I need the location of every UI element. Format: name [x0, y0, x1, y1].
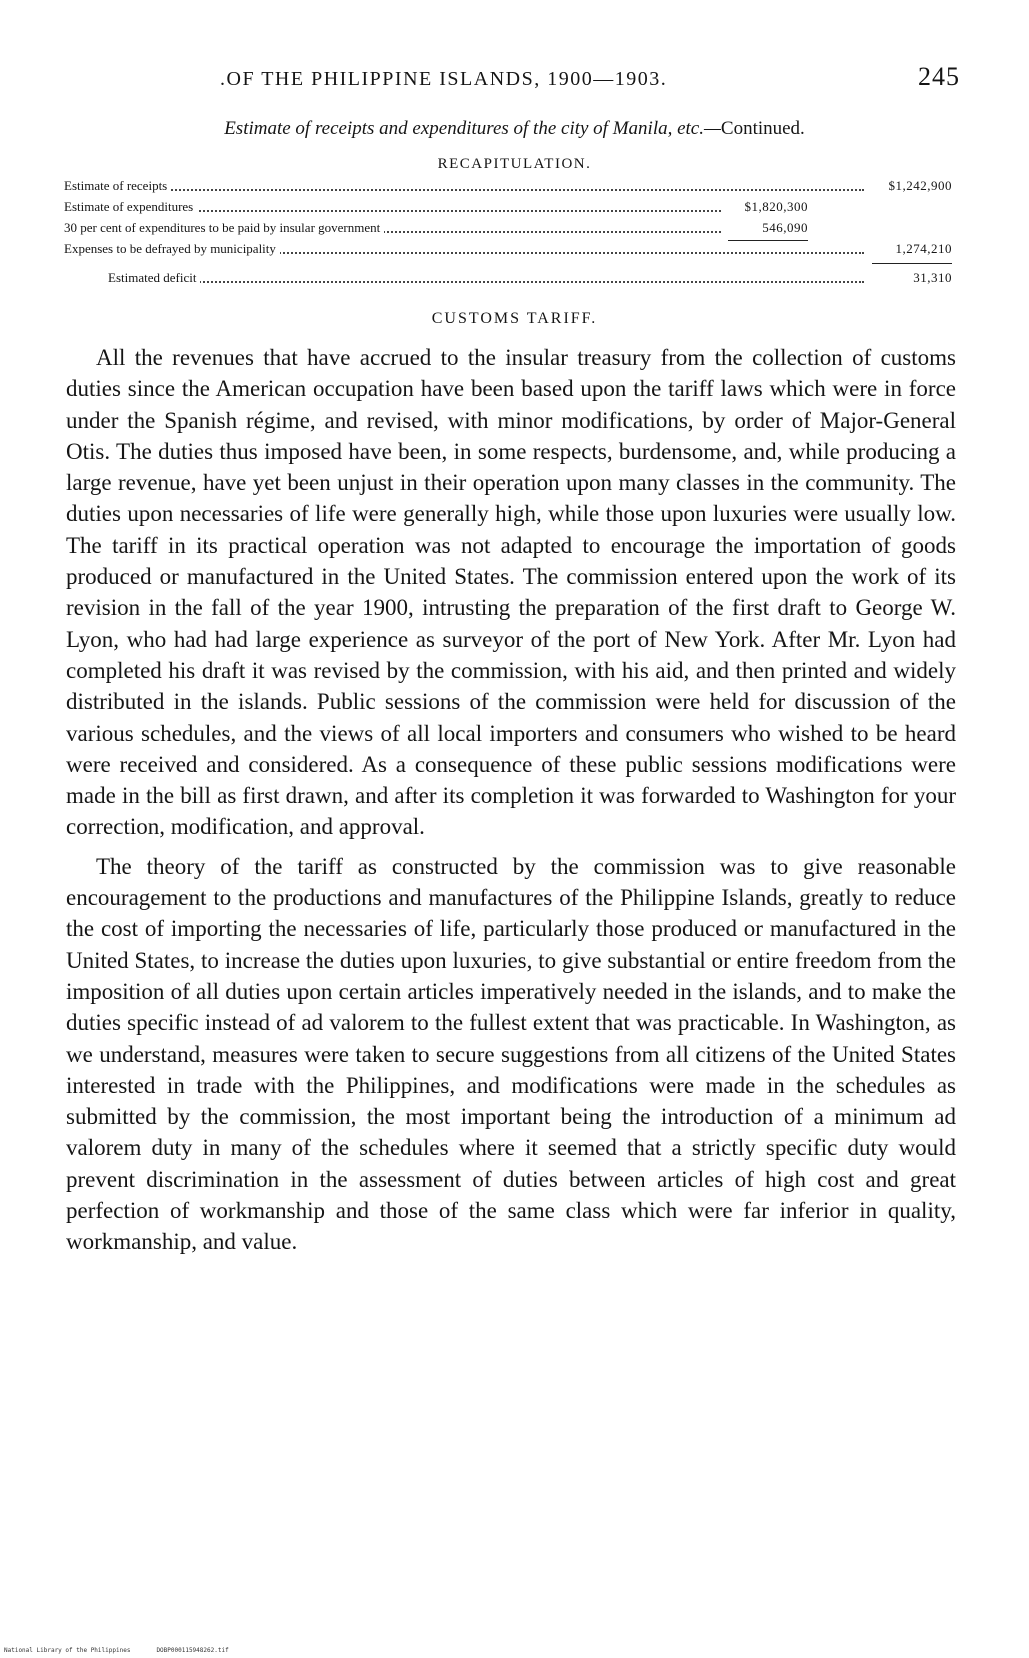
caption-text: Estimate of receipts and expenditures of the city of Manila, etc.— [224, 118, 721, 139]
recap-total-value: 31,310 [866, 270, 952, 286]
section-heading: CUSTOMS TARIFF. [431, 310, 598, 327]
scan-footer [4, 1647, 229, 1654]
paragraph: The theory of the tariff as constructed by the commission was to give reasonable encouragement to the productions and manufactures of the Philippine Islands, greatly to reduce the cost of importing the necessaries of life, particularly those produced or manufactured in the United States, to increase the duties upon luxuries, to give substantial or entire freedom from the imposition of all duties upon certain articles imperatively needed in the islands, and to make the duties specific instead of ad valorem to the fullest extent that was practicable. In Washington, as we understand, measures were taken to secure suggestions from all citizens of the United States interested in trade with the Philippines, and modifications were made in the schedules as submitted by the commission, the most important being the introduction of a minimum ad valorem duty in many of the schedules where it seemed that a strictly specific duty would prevent discrimination in the assessment of duties between articles of high cost and great perfection of workmanship and those of the same class which were far inferior in quality, workmanship, and value. [66, 853, 956, 1255]
page-number: 245 [918, 62, 960, 91]
recap-outer-value: 1,274,210 [866, 241, 952, 257]
recap-row-insular-share [64, 220, 952, 241]
table-caption [0, 118, 1029, 140]
running-head-title: .OF THE PHILIPPINE ISLANDS, 1900—1903. [220, 68, 668, 90]
recapitulation-heading: RECAPITULATION. [437, 156, 592, 172]
dot-leader [64, 189, 864, 191]
recap-total-label: Estimated deficit [108, 270, 200, 286]
recap-label: Estimate of expenditures [64, 199, 197, 215]
recap-row-deficit [64, 270, 952, 291]
recapitulation-table [64, 178, 952, 291]
body-text [66, 342, 956, 1258]
dot-leader [108, 281, 864, 283]
running-head [200, 62, 960, 98]
footer-library: National Library of the Philippines [4, 1647, 131, 1654]
recap-row-municipal-expenses [64, 241, 952, 262]
recap-inner-value: $1,820,300 [722, 199, 808, 215]
paragraph: All the revenues that have accrued to the insular treasury from the collection of customs duties since the American occupation have been based upon the tariff laws which were in force under the Spanish régime, and revised, with minor modifications, by order of Major-General Otis. The duties thus imposed have been, in some respects, burdensome, and, while producing a large revenue, have yet been unjust in their operation upon many classes in the community. The duties upon necessaries of life were generally high, while those upon luxuries were usually low. The tariff in its practical operation was not adapted to encourage the importation of goods produced or manufactured in the United States. The commission entered upon the work of its revision in the fall of the year 1900, intrusting the preparation of the first draft to George W. Lyon, who had had large experience as surveyor of the port of New York. After Mr. Lyon had completed his draft it was revised by the commission, with his aid, and then printed and widely distributed in the islands. Public sessions of the commission were held for discussion of the various schedules, and the views of all local importers and consumers who wished to be heard were received and considered. As a consequence of these public sessions modifications were made in the bill as first drawn, and after its completion it was forwarded to Washington for your correction, modification, and approval. [66, 345, 956, 840]
recap-row-receipts [64, 178, 952, 199]
caption-continued: Continued. [720, 118, 805, 139]
recap-inner-value: 546,090 [722, 220, 808, 236]
footer-file: DOBP000115948262.tif [156, 1647, 229, 1654]
recap-label: 30 per cent of expenditures to be paid by insular government [64, 220, 384, 236]
recap-row-expenditures [64, 199, 952, 220]
recap-label: Expenses to be defrayed by municipality [64, 241, 280, 257]
recap-label: Estimate of receipts [64, 178, 171, 194]
sum-rule [872, 263, 952, 264]
recap-outer-value: $1,242,900 [866, 178, 952, 194]
